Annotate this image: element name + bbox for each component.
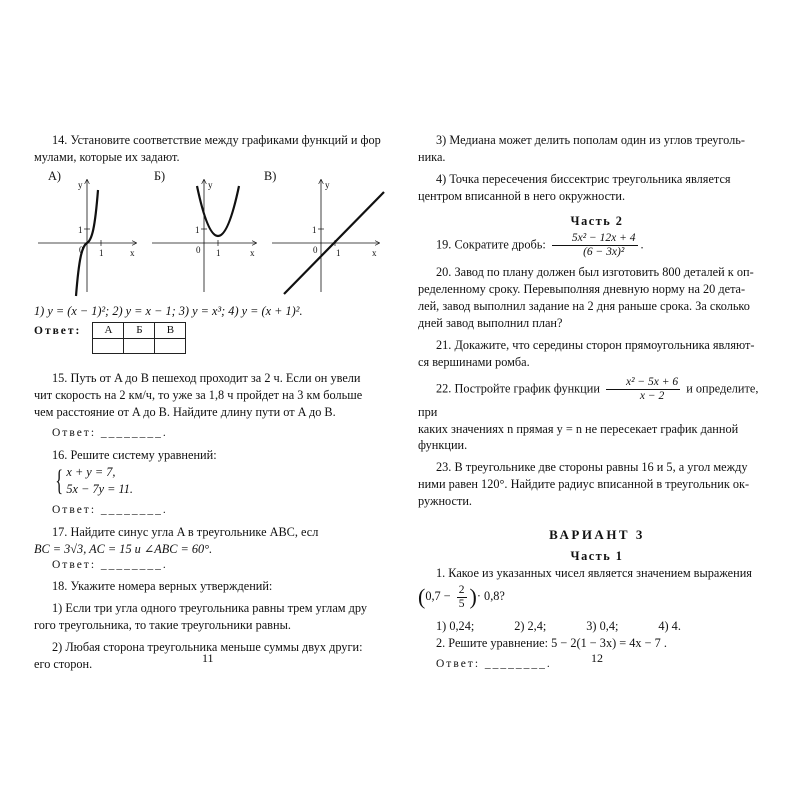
q1-expr-b: · 0,8? bbox=[476, 589, 505, 604]
q19-num: 5x² − 12x + 4 bbox=[552, 232, 638, 246]
q23-l1: 23. В треугольнике две стороны равны 16 и 5, а угол между bbox=[436, 460, 748, 475]
graph-a-tick-y: 1 bbox=[78, 224, 83, 235]
q19-text: 19. Сократите дробь: bbox=[436, 237, 546, 252]
q15-line1: 15. Путь от A до B пешеход проходит за 2 ч. Если он увели bbox=[52, 371, 361, 386]
graph-v bbox=[272, 180, 384, 294]
q16-eq2: 5x − 7y = 11. bbox=[66, 481, 133, 496]
graph-label-v: В) bbox=[264, 168, 277, 183]
s4a: 4) Точка пересечения биссектрис треугольника является bbox=[436, 171, 731, 186]
graph-b-x-label: x bbox=[250, 247, 255, 258]
answer-header-v: В bbox=[155, 322, 186, 338]
q1-fraction bbox=[457, 584, 467, 611]
q19 bbox=[418, 232, 776, 259]
graph-b bbox=[152, 180, 256, 292]
graph-b-origin: 0 bbox=[196, 244, 201, 255]
q1-expression: (0,7 − $\frac{2}{5}$ )· 0,8? bbox=[418, 583, 505, 610]
graph-b-tick-x: 1 bbox=[216, 247, 221, 258]
q14-options: 1) y = (x − 1)²; 2) y = x − 1; 3) y = x³; 4) y = (x + 1)². bbox=[34, 303, 303, 318]
page-number-left: 11 bbox=[202, 651, 214, 665]
q16-answer: Ответ: ________. bbox=[52, 503, 168, 516]
q22-l3: функции. bbox=[418, 438, 468, 453]
q23-l3: ружности. bbox=[418, 494, 472, 509]
q14-graphs bbox=[34, 168, 386, 298]
q22-line1 bbox=[418, 376, 776, 420]
q19-fraction bbox=[552, 232, 638, 259]
s3b: ника. bbox=[418, 149, 446, 164]
q1-frac-den: 5 bbox=[458, 597, 465, 610]
q20-l2: ределенному сроку. Перевыполняя дневную норму на 20 детa- bbox=[418, 282, 746, 297]
q19-end: . bbox=[640, 237, 644, 252]
s4b: центром вписанной в него окружности. bbox=[418, 188, 626, 203]
q21-l1: 21. Докажите, что середины сторон прямоугольника являют- bbox=[436, 338, 755, 353]
q16-eq1: x + y = 7, bbox=[66, 464, 116, 479]
q17-answer: Ответ: ________. bbox=[52, 558, 168, 571]
q21-l2: ся вершинами ромба. bbox=[418, 355, 530, 370]
q17-line1: 17. Найдите синус угла A в треугольнике ABC, есл bbox=[52, 524, 319, 539]
q18-s2a: 2) Любая сторона треугольника меньше суммы двух други: bbox=[52, 640, 363, 655]
q15-answer: Ответ: ________. bbox=[52, 426, 168, 439]
q22-post: и определите, при bbox=[418, 381, 759, 419]
variant-heading: ВАРИАНТ 3 bbox=[549, 527, 645, 543]
q14-answer-row bbox=[34, 322, 386, 354]
part2-heading: Часть 2 bbox=[570, 213, 624, 228]
answer-header-b: Б bbox=[124, 322, 155, 338]
graph-a-y-label: y bbox=[78, 179, 83, 190]
s3a: 3) Медиана может делить пополам один из углов треуголь- bbox=[436, 133, 745, 147]
q22-l2: каких значениях n прямая y = n не пересекает график данной bbox=[418, 421, 739, 436]
answer-cell-a[interactable] bbox=[93, 339, 124, 354]
q2-answer: Ответ: ________. bbox=[436, 657, 552, 670]
answer-cell-b[interactable] bbox=[124, 339, 155, 354]
q20-l1: 20. Завод по плану должен был изготовить 800 деталей к оп- bbox=[436, 265, 754, 280]
q14-answer-table[interactable] bbox=[92, 322, 186, 354]
q18-s2b: его сторон. bbox=[34, 657, 93, 672]
graph-b-tick-y: 1 bbox=[195, 224, 200, 235]
q1-l1: 1. Какое из указанных чисел является значением выражения bbox=[436, 566, 752, 581]
q1-frac-num: 2 bbox=[457, 584, 467, 598]
graph-v-tick-y: 1 bbox=[312, 224, 317, 235]
q16-system bbox=[34, 464, 386, 498]
q17-line2: BC = 3√3, AC = 15 и ∠ABC = 60°. bbox=[34, 541, 213, 556]
page-number-right: 12 bbox=[591, 651, 603, 665]
graph-b-y-label: y bbox=[208, 179, 213, 190]
q20-l4: дней завод выполнил план? bbox=[418, 316, 563, 331]
q22-den: x − 2 bbox=[639, 390, 665, 403]
part1-heading: Часть 1 bbox=[570, 549, 624, 564]
graph-a bbox=[38, 180, 136, 296]
q15-line3: чем расстояние от A до B. Найдите длину пути от A до B. bbox=[34, 405, 336, 420]
q22-num: x² − 5x + 6 bbox=[606, 376, 680, 390]
q18-line1: 18. Укажите номера верных утверждений: bbox=[52, 579, 273, 594]
graph-v-origin: 0 bbox=[313, 244, 318, 255]
q18-s1b: гого треугольника, то такие треугольники равны. bbox=[34, 618, 291, 633]
system-brace: { bbox=[55, 463, 64, 497]
graph-v-tick-x: 1 bbox=[336, 247, 341, 258]
q23-l2: ними равен 120°. Найдите радиус вписанной в треугольник ок- bbox=[418, 477, 750, 492]
graph-a-origin: 0 bbox=[79, 244, 84, 255]
q1-expr-a: 0,7 − bbox=[425, 589, 451, 604]
q22-fraction bbox=[606, 376, 680, 403]
graph-v-x-label: x bbox=[372, 247, 377, 258]
q18-s1a: 1) Если три угла одного треугольника равны трем углам дру bbox=[52, 601, 368, 616]
graph-a-tick-x: 1 bbox=[99, 247, 104, 258]
graphs-svg bbox=[34, 168, 386, 298]
right-page bbox=[418, 132, 776, 672]
q2-text: 2. Решите уравнение: 5 − 2(1 − 3x) = 4x − 7 . bbox=[436, 635, 667, 650]
q15-line2: чит скорость на 2 км/ч, то уже за 1,8 ч пройдет на 3 км больше bbox=[34, 388, 363, 403]
answer-header-a: А bbox=[93, 322, 124, 338]
graph-a-x-label: x bbox=[130, 247, 135, 258]
graph-label-a: А) bbox=[48, 168, 61, 183]
q14-line2: мулами, которые их задают. bbox=[34, 149, 180, 164]
q19-den: (6 − 3x)² bbox=[583, 246, 625, 259]
q20-l3: лей, завод выполнил задание на 2 дня раньше срока. За сколько bbox=[418, 299, 750, 314]
q22-pre: 22. Постройте график функции bbox=[436, 381, 600, 396]
q1-options: 1) 0,24; 2) 2,4; 3) 0,4; 4) 4. bbox=[436, 618, 681, 633]
q14-line1: 14. Установите соответствие между графиками функций и фор bbox=[52, 133, 381, 147]
q14-answer-label: Ответ: bbox=[34, 324, 82, 337]
answer-cell-v[interactable] bbox=[155, 339, 186, 354]
graph-v-y-label: y bbox=[325, 179, 330, 190]
q16-line1: 16. Решите систему уравнений: bbox=[52, 447, 217, 462]
left-page bbox=[34, 132, 386, 673]
graph-label-b: Б) bbox=[154, 168, 166, 183]
